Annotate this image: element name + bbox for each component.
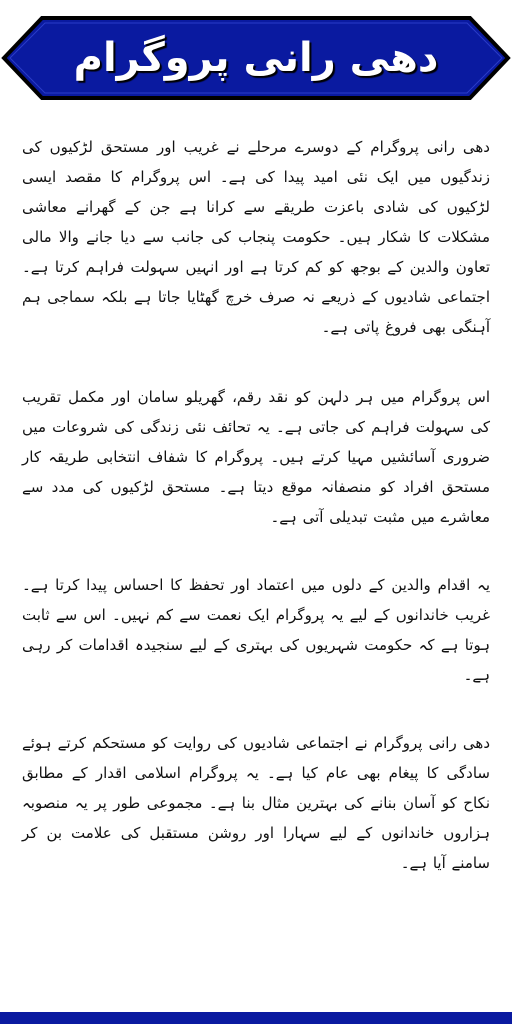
paragraph-1: دھی رانی پروگرام کے دوسرے مرحلے نے غریب اور مستحق لڑکیوں کی زندگیوں میں ایک نئی امید پیدا کی ہے۔ اس پروگرام کا مقصد ایسی لڑکیوں کی شادی باعزت طریقے سے کرانا ہے جن کے گھرانے معاشی مشکلات کا شکار ہیں۔ حکومت پنجاب کی جانب سے دیا جانے والا مالی تعاون والدین کے بوجھ کو کم کرتا ہے اور انہیں سہولت فراہم کرتا ہے۔ اجتماعی شادیوں کے ذریعے نہ صرف خرچ گھٹایا جاتا ہے بلکہ سماجی ہم آہنگی بھی فروغ پاتی ہے۔ xyxy=(22,138,490,336)
paragraph-3: یہ اقدام والدین کے دلوں میں اعتماد اور تحفظ کا احساس پیدا کرتا ہے۔ غریب خاندانوں کے لیے یہ پروگرام ایک نعمت سے کم نہیں۔ اس سے ثابت ہوتا ہے کہ حکومت شہریوں کی بہتری کے لیے سنجیدہ اقدامات کر رہی ہے۔ xyxy=(22,576,490,684)
page-title: دھی رانی پروگرام xyxy=(73,35,439,81)
paragraph-2: اس پروگرام میں ہر دلہن کو نقد رقم، گھریلو سامان اور مکمل تقریب کی سہولت فراہم کی جاتی ہے۔ یہ تحائف نئی زندگی کی شروعات میں ضروری آسائشیں مہیا کرتے ہیں۔ پروگرام کا شفاف انتخابی طریقہ کار مستحق افراد کو منصفانہ موقع دیتا ہے۔ مستحق لڑکیوں کی مدد سے معاشرے میں مثبت تبدیلی آتی ہے۔ xyxy=(22,388,490,526)
article-body xyxy=(22,132,490,918)
footer-bar xyxy=(0,1012,512,1024)
paragraph-4: دھی رانی پروگرام نے اجتماعی شادیوں کی روایت کو مستحکم کرتے ہوئے سادگی کا پیغام بھی عام کیا ہے۔ یہ پروگرام اسلامی اقدار کے مطابق نکاح کو آسان بنانے کی بہترین مثال بنا ہے۔ مجموعی طور پر یہ منصوبہ ہزاروں خاندانوں کے لیے سہارا اور روشن مستقبل کی علامت بن کر سامنے آیا ہے۔ xyxy=(22,734,490,872)
